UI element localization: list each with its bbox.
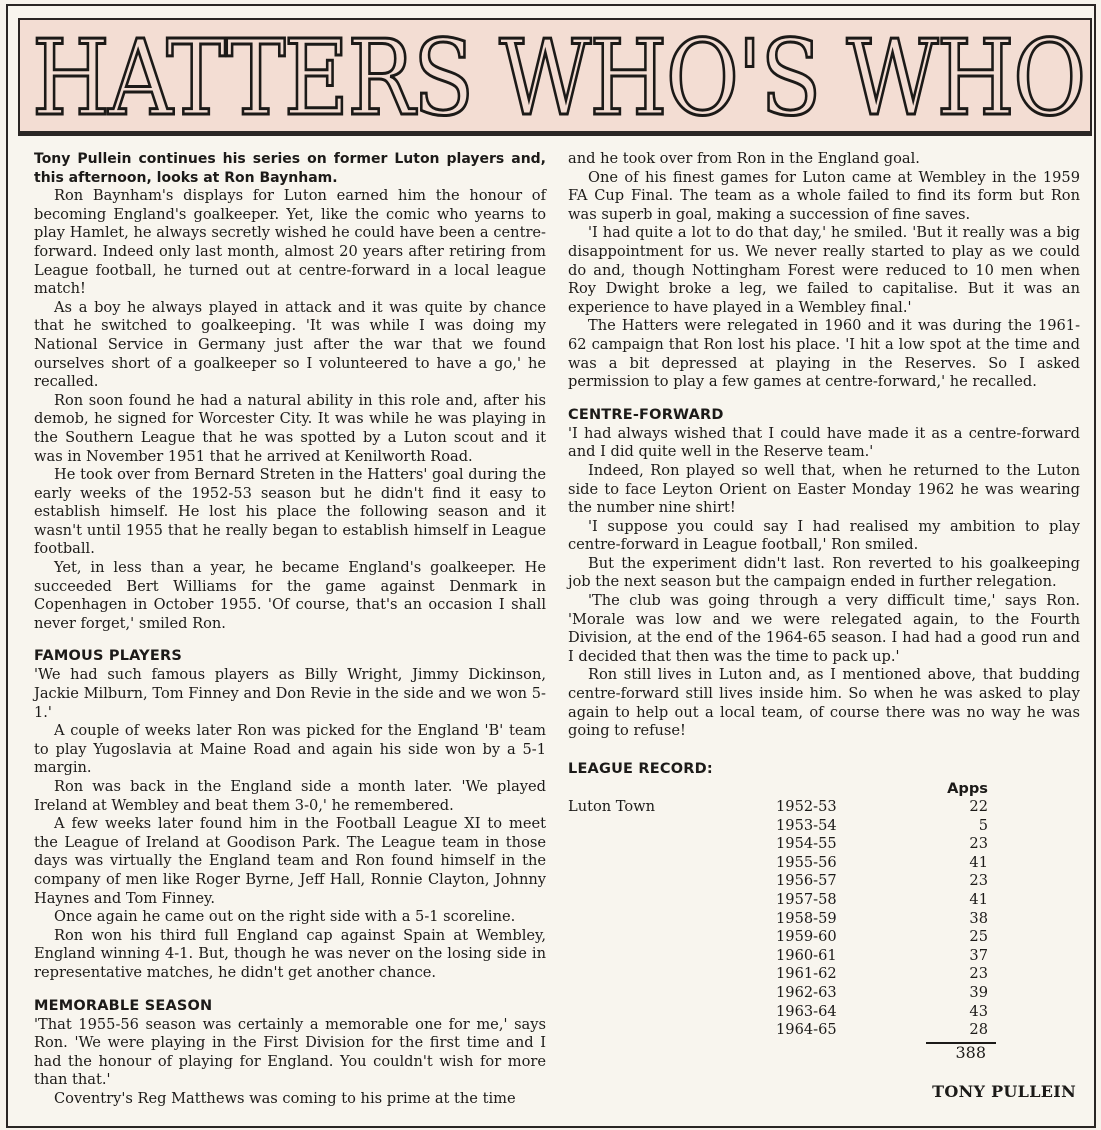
record-row [776,817,988,836]
record-row [776,1003,988,1022]
appearances: 41 [969,890,988,908]
record-row [776,910,988,929]
season: 1953-54 [776,816,837,834]
apps-total: 388 [955,1043,986,1062]
season: 1963-64 [776,1002,837,1020]
season: 1962-63 [776,983,837,1001]
season: 1956-57 [776,872,837,890]
paragraph: Ron won his third full England cap against Spain at Wembley, England winning 4-1. But, though he was never on the losing side in representative matches, he didn't get another chance. [34,926,546,981]
season: 1958-59 [776,909,837,927]
season: 1960-61 [776,946,837,964]
season: 1952-53 [776,798,837,815]
season: 1959-60 [776,928,837,946]
record-row [776,891,988,910]
section-heading-famous-players: FAMOUS PLAYERS [34,648,182,665]
left-column [34,150,546,1109]
paragraph: As a boy he always played in attack and it was quite by chance that he switched to goalkeeping. 'It was while I was doing my National Service in Germany just after the war that we found ourselves short of a goalkeeper so I volunteered to have a go,' he recalled. [34,298,546,391]
season: 1964-65 [776,1021,837,1039]
appearances: 41 [969,853,988,871]
record-row [776,835,988,854]
appearances: 37 [969,946,988,964]
appearances: 28 [969,1021,988,1039]
title-banner [18,18,1092,134]
league-record [568,760,988,1039]
season: 1957-58 [776,890,837,908]
appearances: 22 [969,798,988,815]
article-lead: Tony Pullein continues his series on former Luton players and, this afternoon, looks at Ron Baynham. [34,151,546,186]
paragraph: Once again he came out on the right side with a 5-1 scoreline. [54,908,516,926]
apps-header: Apps [947,780,988,797]
paragraph: 'I had quite a lot to do that day,' he smiled. 'But it really was a big disappointment for us. We never really started to play as we could do and, though Nottingham Forest were reduced to 10 men when Roy Dwight broke a leg, we failed to capitalise. But it was an experience to have played in a Wembley final.' [568,224,1080,316]
paragraph: Ron soon found he had a natural ability in this role and, after his demob, he signed for Worcester City. It was while he was playing in the Southern League that he was spotted by a Luton scout and it was in November 1951 that he arrived at Kenilworth Road. [34,391,546,465]
record-rows [776,798,988,1040]
league-record-heading: LEAGUE RECORD: [568,761,713,777]
paragraph: Indeed, Ron played so well that, when he returned to the Luton side to face Leyton Orient on Easter Monday 1962 he was wearing the number nine shirt! [568,461,1080,517]
left-paragraphs-3 [34,1016,546,1109]
season: 1961-62 [776,965,837,983]
record-row [776,1021,988,1040]
paragraph: Ron still lives in Luton and, as I mentioned above, that budding centre-forward still lives inside him. So when he was asked to play again to help out a local team, of course there was no way he was going to refuse! [568,666,1080,740]
record-row [776,854,988,873]
season: 1955-56 [776,853,837,871]
paragraph: One of his finest games for Luton came at Wembley in the 1959 FA Cup Final. The team as a whole failed to find its form but Ron was superb in goal, making a succession of fine saves. [568,168,1080,223]
section-heading-memorable-season: MEMORABLE SEASON [34,997,213,1014]
appearances: 23 [969,965,988,983]
divider [18,134,1092,136]
right-paragraphs-2 [568,425,1080,741]
appearances: 25 [969,928,988,946]
left-paragraphs-1 [34,187,546,633]
paragraph: Yet, in less than a year, he became England's goalkeeper. He succeeded Bert Williams for the game against Denmark in Copenhagen in October 1955. 'Of course, that's an occasion I shall never forget,' smiled Ron. [34,559,546,632]
appearances: 39 [969,983,988,1001]
paragraph: A couple of weeks later Ron was picked for the England 'B' team to play Yugoslavia at Maine Road and again his side won by a 5-1 margin. [34,722,546,777]
right-paragraphs-1 [568,150,1080,392]
page-title: HATTERS WHO'S WHO [32,18,1085,134]
record-row [776,984,988,1003]
paragraph: 'We had such famous players as Billy Wright, Jimmy Dickinson, Jackie Milburn, Tom Finney and Don Revie in the side and we won 5-1.' [34,666,546,721]
paragraph: 'The club was going through a very difficult time,' says Ron. 'Morale was low and we were relegated again, to the Fourth Division, at the end of the 1964-65 season. I had had a good run and I decided that then was the time to pack up.' [568,592,1080,665]
appearances: 23 [969,835,988,853]
paragraph: He took over from Bernard Streten in the Hatters' goal during the early weeks of the 1952-53 season but he didn't find it easy to establish himself. He lost his place the following season and it wasn't until 1955 that he really began to establish himself in League football. [34,466,546,558]
byline: TONY PULLEIN [932,1082,1076,1101]
appearances: 43 [969,1002,988,1020]
record-row [776,798,988,817]
paragraph: 'That 1955-56 season was certainly a memorable one for me,' says Ron. 'We were playing in the First Division for the first time and I had the honour of playing for England. You couldn't wish for more than that.' [34,1015,546,1089]
paragraph: Coventry's Reg Matthews was coming to his prime at the time [54,1089,516,1107]
appearances: 23 [969,872,988,890]
paragraph: A few weeks later found him in the Football League XI to meet the League of Ireland at Goodison Park. The League team in those days was virtually the England team and Ron found himself in the company of men like Roger Byrne, Jeff Hall, Ronnie Clayton, Johnny Haynes and Tom Finney. [34,815,546,907]
paragraph: 'I had always wished that I could have made it as a centre-forward and I did quite well in the Reserve team.' [568,424,1080,461]
appearances: 5 [978,816,988,834]
paragraph: 'I suppose you could say I had realised my ambition to play centre-forward in League football,' Ron smiled. [568,517,1080,554]
appearances: 38 [969,909,988,927]
record-row [776,947,988,966]
record-row [776,872,988,891]
paragraph: But the experiment didn't last. Ron reverted to his goalkeeping job the next season but the campaign ended in further relegation. [568,554,1080,591]
paragraph: and he took over from Ron in the England goal. [568,150,920,167]
right-column [568,150,1080,741]
paragraph: Ron was back in the England side a month later. 'We played Ireland at Wembley and beat them 3-0,' he remembered. [34,778,546,814]
section-heading-centre-forward: CENTRE-FORWARD [568,406,724,423]
left-paragraphs-2 [34,666,546,982]
season: 1954-55 [776,835,837,853]
record-row [776,965,988,984]
record-row [776,928,988,947]
paragraph: The Hatters were relegated in 1960 and it was during the 1961-62 campaign that Ron lost his place. 'I hit a low spot at the time and was a bit depressed at playing in the Reserves. So I asked permission to play a few games at centre-forward,' he recalled. [568,317,1080,391]
paragraph: Ron Baynham's displays for Luton earned him the honour of becoming England's goalkeeper. Yet, like the comic who yearns to play Hamlet, he always secretly wished he could have been a centre-forward. Indeed only last month, almost 20 years after retiring from League football, he turned out at centre-forward in a local league match! [34,187,546,298]
club-name: Luton Town [568,798,656,815]
